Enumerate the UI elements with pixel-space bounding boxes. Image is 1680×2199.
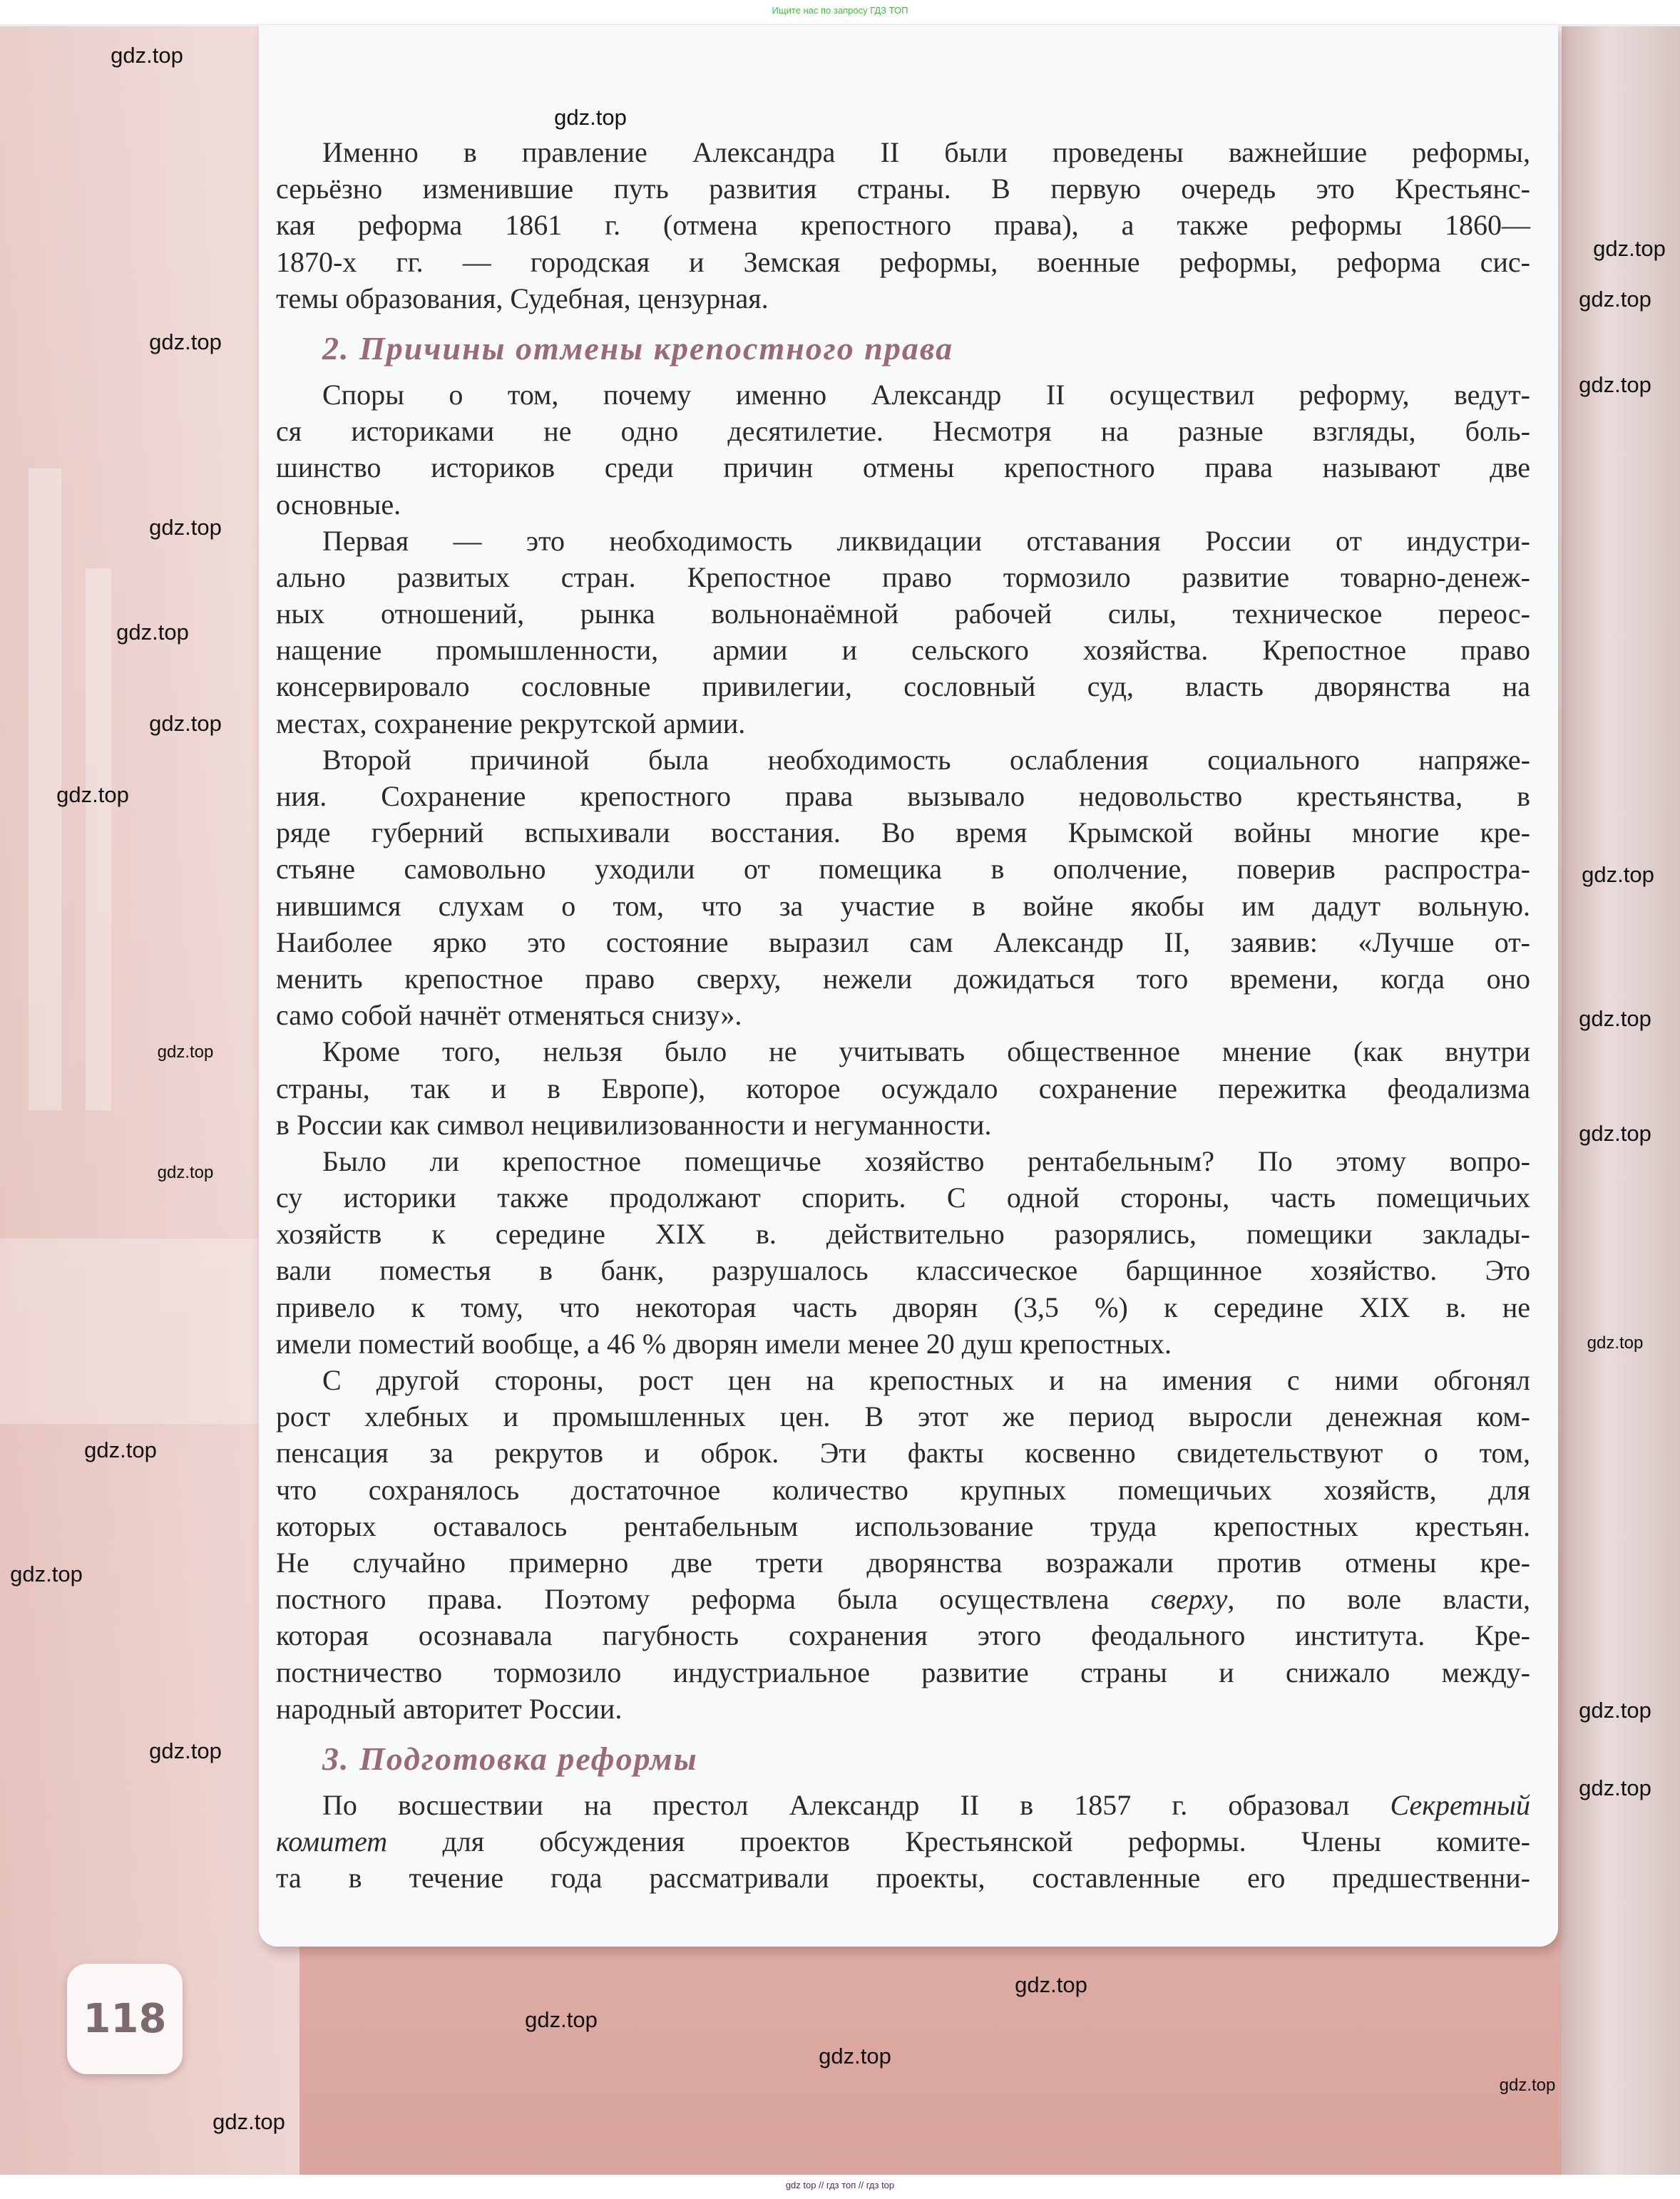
text-line: что сохранялось достаточное количество крупных помещичьих хозяйств, для xyxy=(276,1473,1530,1506)
watermark-text: gdz.top xyxy=(111,43,183,68)
text-content xyxy=(276,134,1530,1896)
watermark-text: gdz.top xyxy=(56,782,129,807)
text-line: шинство историков среди причин отмены крепостного права называют две xyxy=(276,451,1530,484)
text-line xyxy=(276,1787,1530,1823)
text-line: привело к тому, что некоторая часть дворян (3,5 %) к середине XIX в. не xyxy=(276,1291,1530,1323)
text-line: народный авторитет России. xyxy=(276,1692,623,1725)
text-line: ряде губерний вспыхивали восстания. Во время Крымской войны многие кре- xyxy=(276,816,1530,849)
text-line: Именно в правление Александра II были проведены важнейшие реформы, xyxy=(322,136,1530,168)
watermark-text: gdz.top xyxy=(1579,287,1651,312)
text-line: ся историками не одно десятилетие. Несмотря на разные взгляды, боль- xyxy=(276,415,1530,448)
text-line: основные. xyxy=(276,488,401,521)
watermark-text: gdz.top xyxy=(554,105,627,130)
watermark-text: gdz.top xyxy=(1582,862,1654,887)
watermark-text: gdz.top xyxy=(525,2007,598,2032)
text-line: Споры о том, почему именно Александр II осуществил реформу, ведут- xyxy=(322,378,1530,411)
text-line: 1870-х гг. — городская и Земская реформы, военные реформы, реформа сис- xyxy=(276,245,1530,278)
text-line: Первая — это необходимость ликвидации отставания России от индустри- xyxy=(322,524,1530,557)
watermark-text: gdz.top xyxy=(157,1042,214,1062)
text-line: постничество тормозило индустриальное развитие страны и снижало между- xyxy=(276,1656,1530,1688)
watermark-text: gdz.top xyxy=(819,2044,891,2069)
bottom-banner xyxy=(0,2175,1680,2199)
italic-term: сверху xyxy=(1150,1583,1228,1616)
text-line: та в течение года рассматривали проекты, составленные его предшественни- xyxy=(276,1862,1530,1895)
watermark-text: gdz.top xyxy=(149,329,222,354)
text-line: Второй причиной была необходимость ослабления социального напряже- xyxy=(322,743,1530,776)
watermark-text: gdz.top xyxy=(1579,1121,1651,1146)
text-line: кая реформа 1861 г. (отмена крепостного права), а также реформы 1860— xyxy=(276,209,1530,242)
page-edge xyxy=(1562,26,1680,2175)
text-line: которых оставалось рентабельным использование труда крепостных крестьян. xyxy=(276,1509,1530,1542)
watermark-text: gdz.top xyxy=(1587,1333,1644,1353)
watermark-text: gdz.top xyxy=(116,620,189,645)
text-line: ально развитых стран. Крепостное право тормозило развитие товарно-денеж- xyxy=(276,560,1530,593)
text-line: которая осознавала пагубность сохранения этого феодального института. Кре- xyxy=(276,1619,1530,1652)
text-line: Не случайно примерно две трети дворянства возражали против отмены кре- xyxy=(276,1546,1530,1579)
section-heading: 2. Причины отмены крепостного права xyxy=(322,329,954,366)
watermark-text: gdz.top xyxy=(84,1437,157,1462)
watermark-text: gdz.top xyxy=(157,1163,214,1182)
text-line: Кроме того, нельзя было не учитывать общественное мнение (как внутри xyxy=(322,1035,1530,1068)
watermark-text: gdz.top xyxy=(212,2109,285,2134)
text-line: ния. Сохранение крепостного права вызывало недовольство крестьянства, в xyxy=(276,780,1530,812)
section-heading: 3. Подготовка реформы xyxy=(322,1740,698,1777)
watermark-text: gdz.top xyxy=(1499,2076,1556,2095)
text-line: С другой стороны, рост цен на крепостных и на имения с ними обгонял xyxy=(322,1364,1530,1396)
text-line: нащение промышленности, армии и сельского хозяйства. Крепостное право xyxy=(276,634,1530,667)
text-line xyxy=(276,1581,1530,1617)
text-line: стьяне самовольно уходили от помещика в ополчение, поверив распростра- xyxy=(276,853,1530,886)
text-line: Наиболее ярко это состояние выразил сам Александр II, заявив: «Лучше от- xyxy=(276,926,1530,958)
text-line: в России как символ нецивилизованности и негуманности. xyxy=(276,1108,992,1141)
text-line: пенсация за рекрутов и оброк. Эти факты косвенно свидетельствуют о том, xyxy=(276,1437,1530,1470)
text-line: менить крепостное право сверху, нежели дожидаться того времени, когда оно xyxy=(276,962,1530,995)
watermark-text: gdz.top xyxy=(1579,1775,1651,1800)
bottom-banner-text: gdz top // гдз топ // гдз top xyxy=(785,2180,895,2190)
text-segment: , по воле власти, xyxy=(1227,1583,1530,1616)
watermark-text: gdz.top xyxy=(1593,236,1666,261)
top-banner xyxy=(0,0,1680,26)
text-segment: для обсуждения проектов Крестьянской реформы. Члены комите- xyxy=(387,1825,1530,1858)
text-line: ных отношений, рынка вольнонаёмной рабочей силы, техническое переос- xyxy=(276,598,1530,630)
top-banner-text: Ищите нас по запросу ГДЗ ТОП xyxy=(772,5,908,16)
text-line: страны, так и в Европе), которое осуждало сохранение пережитка феодализма xyxy=(276,1072,1530,1104)
page-number: 118 xyxy=(67,1964,183,2074)
watermark-text: gdz.top xyxy=(1579,1006,1651,1031)
watermark-text: gdz.top xyxy=(1579,372,1651,397)
watermark-text: gdz.top xyxy=(10,1562,83,1587)
watermark-text: gdz.top xyxy=(149,1738,222,1763)
text-line: нившимся слухам о том, что за участие в войне якобы им дадут вольную. xyxy=(276,889,1530,922)
text-line: серьёзно изменившие путь развития страны. В первую очередь это Крестьянс- xyxy=(276,173,1530,205)
text-line: су историки также продолжают спорить. С одной стороны, часть помещичьих xyxy=(276,1181,1530,1214)
italic-term: Секретный xyxy=(1390,1788,1530,1821)
text-line: имели поместий вообще, а 46 % дворян имели менее 20 душ крепостных. xyxy=(276,1327,1172,1360)
text-line: само собой начнёт отменяться снизу». xyxy=(276,999,742,1032)
text-line: местах, сохранение рекрутской армии. xyxy=(276,707,746,739)
text-segment: постного права. Поэтому реформа была осуществлена xyxy=(276,1583,1151,1616)
text-line: консервировало сословные привилегии, сословный суд, власть дворянства на xyxy=(276,670,1530,703)
watermark-text: gdz.top xyxy=(1015,1972,1087,1997)
text-line: темы образования, Судебная, цензурная. xyxy=(276,282,769,314)
watermark-text: gdz.top xyxy=(149,515,222,540)
italic-term: комитет xyxy=(276,1825,388,1858)
text-line xyxy=(276,1823,1530,1860)
text-line: вали поместья в банк, разрушалось классическое барщинное хозяйство. Это xyxy=(276,1254,1530,1287)
watermark-text: gdz.top xyxy=(1579,1698,1651,1723)
watermark-text: gdz.top xyxy=(149,711,222,736)
text-line: рост хлебных и промышленных цен. В этот же период выросли денежная ком- xyxy=(276,1400,1530,1433)
text-segment: По восшествии на престол Александр II в 1857 г. образовал xyxy=(322,1788,1390,1821)
text-line: хозяйств к середине XIX в. действительно разорялись, помещики заклады- xyxy=(276,1218,1530,1251)
text-line: Было ли крепостное помещичье хозяйство рентабельным? По этому вопро- xyxy=(322,1144,1530,1177)
